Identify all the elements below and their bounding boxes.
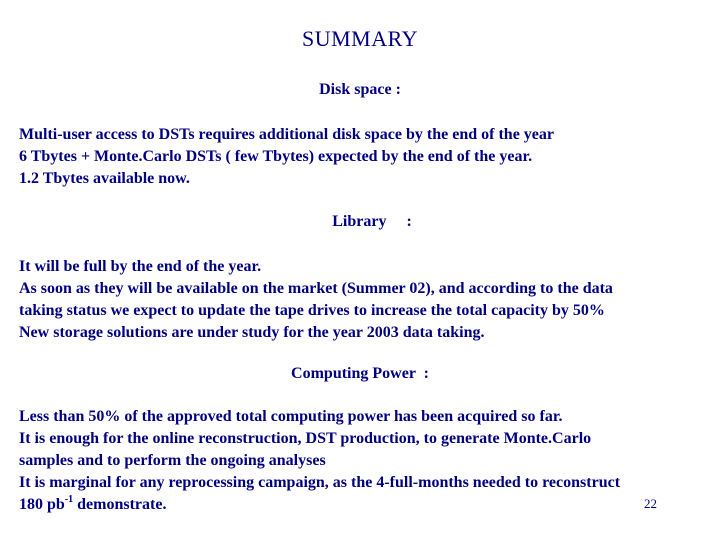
section-heading-library: Library : <box>332 213 412 230</box>
luminosity-tail: demonstrate. <box>73 496 167 513</box>
body-line: 6 Tbytes + Monte.Carlo DSTs ( few Tbytes) expected by the end of the year. <box>19 148 533 165</box>
section-body-library <box>19 256 709 344</box>
slide-title: SUMMARY <box>302 26 418 51</box>
body-line: taking status we expect to update the tape drives to increase the total capacity by 50% <box>19 302 605 319</box>
body-line: Less than 50% of the approved total computing power has been acquired so far. <box>19 408 563 425</box>
section-heading-computing-power: Computing Power : <box>291 365 429 382</box>
section-body-disk-space <box>19 124 709 190</box>
luminosity-value: 180 pb <box>19 496 65 513</box>
body-line: samples and to perform the ongoing analyses <box>19 452 326 469</box>
section-heading-disk-space: Disk space : <box>319 81 401 98</box>
body-line-luminosity <box>19 494 709 516</box>
body-line: It is enough for the online reconstruction, DST production, to generate Monte.Carlo <box>19 430 592 447</box>
page-number: 22 <box>644 496 657 511</box>
body-line: As soon as they will be available on the market (Summer 02), and according to the data <box>19 280 613 297</box>
body-line: 1.2 Tbytes available now. <box>19 170 190 187</box>
body-line: Multi-user access to DSTs requires additional disk space by the end of the year <box>19 126 554 143</box>
luminosity-exponent: -1 <box>64 494 74 505</box>
body-line: It is marginal for any reprocessing campaign, as the 4-full-months needed to reconstruct <box>19 474 621 491</box>
section-body-computing-power <box>19 406 709 516</box>
body-line: New storage solutions are under study for the year 2003 data taking. <box>19 324 485 341</box>
body-line: It will be full by the end of the year. <box>19 258 262 275</box>
